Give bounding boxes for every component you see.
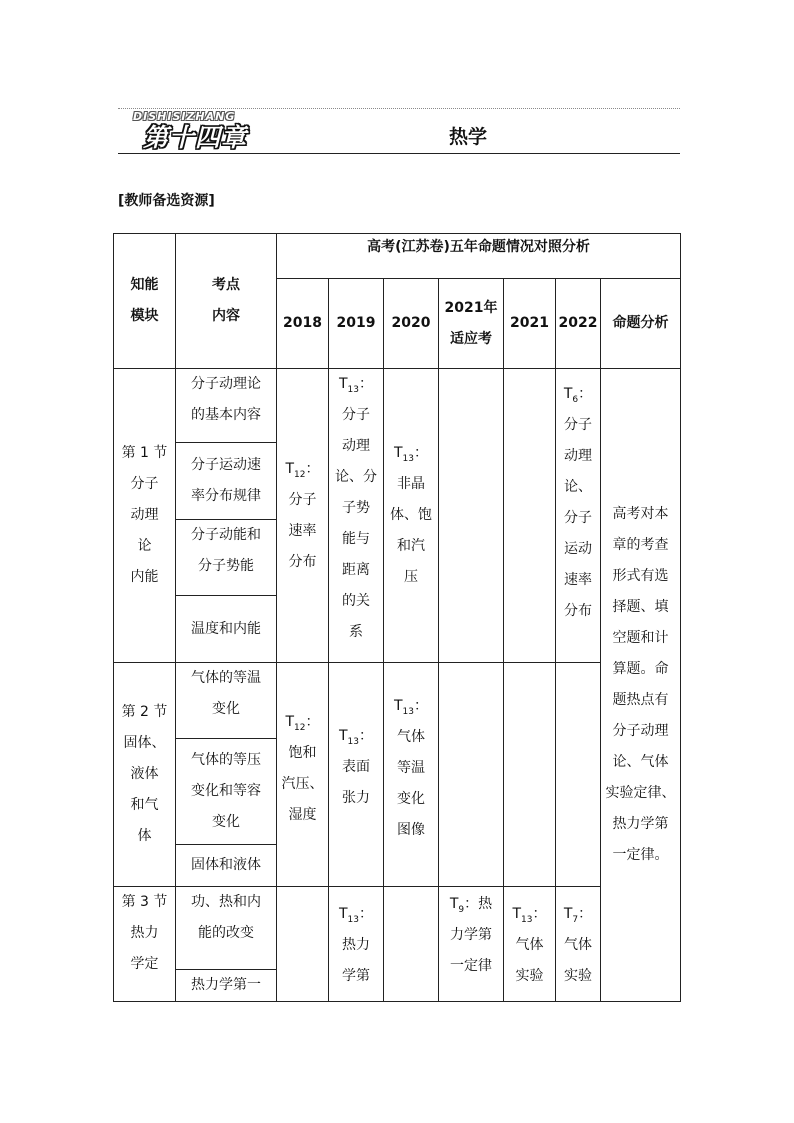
header-year-2019: 2019: [329, 279, 384, 369]
cell-s3-2018: [277, 887, 329, 1002]
chapter-pinyin: DISHISIZHANG: [133, 110, 236, 123]
header-exam-group: 高考(江苏卷)五年命题情况对照分析: [277, 234, 681, 279]
cell-s1-2020: $T_{13}$： 非晶 体、饱 和汽 压: [384, 369, 439, 663]
cell-s1-2021: [504, 369, 556, 663]
point-s3-2: 热力学第一: [176, 970, 277, 1002]
cell-s2-2022: [556, 663, 601, 887]
module-section-3: 第 3 节 热力 学定: [114, 887, 176, 1002]
point-s1-3: 分子动能和 分子势能: [176, 520, 277, 596]
cell-s2-2018: $T_{12}$： 饱和 汽压、 湿度: [277, 663, 329, 887]
header-point: 考点 内容: [176, 234, 277, 369]
chapter-title: 第十四章: [143, 123, 248, 152]
resource-label: [教师备选资源]: [118, 193, 215, 209]
cell-s1-2022: $T_6$： 分子 动理 论、 分子 运动 速率 分布: [556, 369, 601, 663]
header-year-2018: 2018: [277, 279, 329, 369]
cell-s1-2019: $T_{13}$： 分子 动理 论、分 子势 能与 距离 的关 系: [329, 369, 384, 663]
cell-s3-2022: $T_7$： 气体 实验: [556, 887, 601, 1002]
cell-s1-2021-adapt: [439, 369, 504, 663]
point-s2-3: 固体和液体: [176, 845, 277, 887]
header-dotted-rule: [118, 108, 680, 109]
header-year-2022: 2022: [556, 279, 601, 369]
point-s2-1: 气体的等温 变化: [176, 663, 277, 739]
point-s3-1: 功、热和内 能的改变: [176, 887, 277, 970]
chapter-subject: 热学: [449, 126, 488, 148]
cell-s3-2021-adapt: $T_9$：热 力学第 一定律: [439, 887, 504, 1002]
header-module: 知能 模块: [114, 234, 176, 369]
module-section-1: 第 1 节 分子 动理 论 内能: [114, 369, 176, 663]
header-year-2021: 2021: [504, 279, 556, 369]
header-year-2021-adapt: 2021年 适应考: [439, 279, 504, 369]
header-year-2020: 2020: [384, 279, 439, 369]
cell-analysis: 高考对本 章的考查 形式有选 择题、填 空题和计 算题。命 题热点有 分子动理 论、气体 实验定律、 热力学第 一定律。: [601, 369, 681, 1002]
point-s1-1: 分子动理论 的基本内容: [176, 369, 277, 443]
cell-s2-2021: [504, 663, 556, 887]
cell-s2-2021-adapt: [439, 663, 504, 887]
header-rule: [118, 153, 680, 154]
header-analysis: 命题分析: [601, 279, 681, 369]
analysis-table: [113, 233, 681, 1002]
cell-s3-2020: [384, 887, 439, 1002]
cell-s3-2019: $T_{13}$： 热力 学第: [329, 887, 384, 1002]
point-s2-2: 气体的等压 变化和等容 变化: [176, 739, 277, 845]
cell-s1-2018: $T_{12}$： 分子 速率 分布: [277, 369, 329, 663]
cell-s2-2019: $T_{13}$： 表面 张力: [329, 663, 384, 887]
cell-s3-2021: $T_{13}$： 气体 实验: [504, 887, 556, 1002]
module-section-2: 第 2 节 固体、 液体 和气 体: [114, 663, 176, 887]
cell-s2-2020: $T_{13}$： 气体 等温 变化 图像: [384, 663, 439, 887]
point-s1-4: 温度和内能: [176, 596, 277, 663]
point-s1-2: 分子运动速 率分布规律: [176, 443, 277, 520]
